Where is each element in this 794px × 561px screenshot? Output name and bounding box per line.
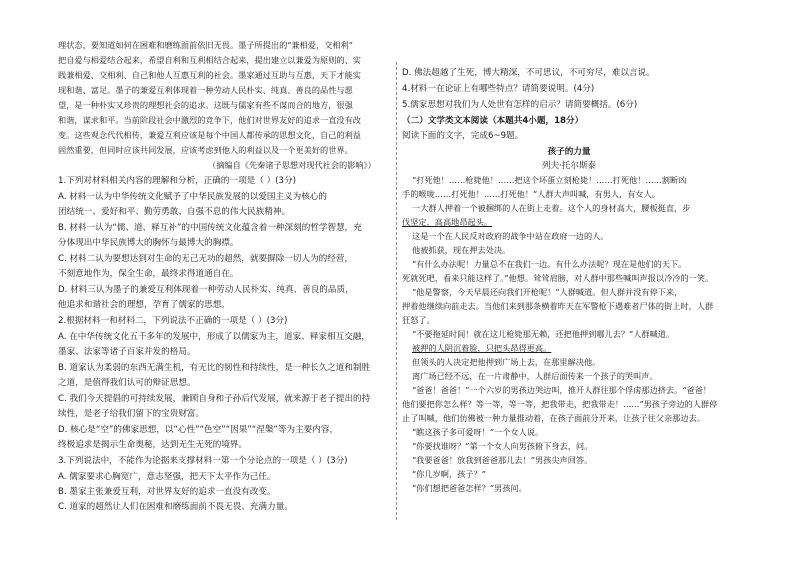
story-line: 押着他继续向前走去。当他们来到那条横着昨天在军警枪下遇难者尸体的街上时，人群 [402,301,714,311]
story-line: “爸爸！爸爸！”一个六岁的男孩边哭边叫，推开人群往那个俘虏那边挤去。“爸爸！ [412,385,712,395]
q3-option-d: D. 佛法超越了生死，博大精深，不可思议，不可穷尽，难以言说。 [402,68,655,78]
passage-line: 固然重要，但同时应该共同发展，应该考虑到他人的利益以及一个更美好的世界。 [58,145,353,155]
story-line: “不要拖延时间！就在这儿枪毙那无赖，还把他押到哪儿去？”人群喊道。 [412,329,675,339]
q3-option-a: A. 儒家要求心胸宽广，意志坚强，把天下太平作为己任。 [58,472,276,482]
q2-option-d: D. 核心是“空”的佛家思想，以“心性”“色空”“因果”“涅槃”等为主要内容， [58,425,339,435]
q2-option-a-cont: 墨家、法家等诸子百家并发的格局。 [58,347,196,357]
reading-instruction: 阅读下面的文字，完成6~9题。 [402,131,524,141]
section-heading: （二）文学类文本阅读（本题共4小题，18分） [402,116,584,126]
q1-option-b-cont: 分体现出中华民族博大的胸怀与最博大的胸襟。 [58,238,239,248]
story-line: “瞧这孩子多可爱呀！”一个女人说。 [412,427,544,437]
story-line: 但领头的人决定把他押到广场上去，在那里解决他。 [412,357,601,367]
story-line: 止了叫喊，他们仿佛被一种力量推动着，在孩子面前分开来，让孩子往父亲那边去。 [402,413,705,423]
story-line-underlined: 伐坚定，高高地昂起头。 [402,217,493,227]
story-line: “有什么办法呢！力量总不在我们一边。有什么办法呢？现在是他们的天下。 [412,259,687,269]
passage-line: 望，是一种朴实又珍贵的理想社会的追求。这既与儒家有些不谋而合的地方，很强 [58,100,353,110]
passage-source: （摘编自《先秦诸子思想对现代社会的影响》） [208,160,376,170]
story-line: 这是一个在人民反对政府的战争中站在政府一边的人。 [412,231,609,241]
question-3-stem: 3.下列说法中，不能作为论据来支撑材料一第一个分论点的一项是（ ）(3分) [58,456,348,466]
story-author: 列夫·托尔斯泰 [541,161,597,171]
story-line: 离广场已经不远，在一片肃静中，人群后面传来一个孩子的哭叫声。 [412,371,658,381]
story-line: 狂怒了。 [402,315,435,325]
story-line-underlined: 被押的人阴沉着脸，只把头昂得更高。 [412,343,552,353]
q1-option-d: D. 材料三认为墨子的兼爱互利体现着一种劳动人民朴实、纯真、善良的品质， [58,285,354,295]
story-line: “你几岁啊，孩子？” [412,469,486,479]
passage-line: 践兼相爱、交相利、自己和他人互惠互利的社会。墨家通过互助与互惠，天下才能实 [58,70,361,80]
q2-option-c-cont: 续性，是老子给我们留下的宝贵财富。 [58,409,205,419]
story-line: “他是警察，今天早晨还向我们开枪呢！”人群喊道。但人群并没有停下来， [412,287,683,297]
q2-option-b-cont: 之道，是值得我们认可的辩证思想。 [58,378,196,388]
passage-line: 把自爱与相爱结合起来，希望自利和互利相结合起来，提出建立以兼爱为原则的、实 [58,55,361,65]
story-line: 他们要把你怎么样？等一等，等一等，把我带走，把我带走！……”男孩子旁边的人群停 [402,399,718,409]
passage-line: 和谐，谋求和平。当前阶段社会中激烈的竞争下，他们对世界友好的追求一直没有改 [58,115,361,125]
passage-line: 变。这些观念代代相传，兼爱互利应该是每个中国人都传承的思想文化，自己的利益 [58,130,361,140]
story-line: “打死他！……枪毙他！……把这个坏蛋立刻枪毙！……打死他！……割断凶 [412,175,687,185]
q1-option-d-cont: 他追求和谐社会的理想，孕育了儒家的思想。 [58,300,230,310]
story-line: 一大群人押着一个被捆绑的人在街上走着。这个人的身材高大，腰板挺直，步 [412,203,691,213]
q1-option-c: C. 材料二认为要想达到对生命的无己无功的超然，就要摒除一切人为的经营， [58,254,354,264]
story-title: 孩子的力量 [547,147,591,157]
story-line: 手的喉咙……打死他！……打死他！”人群大声叫喊，有男人，有女人。 [402,189,660,199]
q2-option-a: A. 在中华传统文化五千多年的发展中，形成了以儒家为主，道家、释家相互交融， [58,332,370,342]
q1-option-c-cont: 不刻意地作为，保全生命，最终求得道通自在。 [58,269,239,279]
column-divider [396,62,397,520]
story-line: 死就死吧，看来只能这样了。”他想。耸耸肩膀，对人群中那些喊叫声报以冷冷的一笑。 [402,273,714,283]
question-1-stem: 1.下列对材料相关内容的理解和分析，正确的一项是（ ）(3分) [58,176,296,186]
story-line: “我要爸爸！放我到爸爸那儿去！”男孩尖声回答。 [412,455,593,465]
q3-option-c: C. 道家的超然让人们在困难和磨练面前不畏无畏、充满力量。 [58,502,293,512]
q1-option-a-cont: 团结统一、爱好和平、勤劳勇敢、自强不息的伟大民族精神。 [58,207,291,217]
passage-line: 现和谐、富足。墨子的兼爱互利体现着一种劳动人民朴实、纯真、善良的品性与愿 [58,85,353,95]
question-5: 5.儒家思想对我们为人处世有怎样的启示？请简要概括。(6分) [402,100,638,110]
story-line: “你们想把爸爸怎样？”男孩问。 [412,483,527,493]
q3-option-b: B. 墨家主张兼爱互利，对世界友好的追求一直没有改变。 [58,487,276,497]
q2-option-d-cont: 终极追求是揭示生命奥秘，达到无生无死的境界。 [58,440,248,450]
q2-option-b: B. 道家认为柔弱的东西无满生机，有无比的韧性和持续性，是一种长久之道和制胜 [58,363,371,373]
question-2-stem: 2.根据材料一和材料二，下列说法不正确的一项是（ ）(3分) [58,316,288,326]
story-line: “你要找谁呀？”第一个女人向男孩俯下身去，问。 [412,441,593,451]
story-line: 他被抓获，现在押去处决。 [412,245,511,255]
passage-line: 理状态，要知道如何在困难和磨练面前依旧无畏。墨子所提出的“兼相爱，交相利” [58,40,353,50]
q1-option-b: B. 材料一认为“儒、道、释互补”的中国传统文化蕴含着一种深刻的哲学智慧，充 [58,223,362,233]
q1-option-a: A. 材料一认为中华传统文化赋予了中华民族发展的以爱国主义为核心的 [58,192,328,202]
question-4: 4.材料一在论证上有哪些特点？请简要说明。(4分) [402,84,595,94]
q2-option-c: C. 我们今天提倡的可持续发展，兼顾自身和子孙后代发展，就来源于老子提出的持 [58,394,371,404]
